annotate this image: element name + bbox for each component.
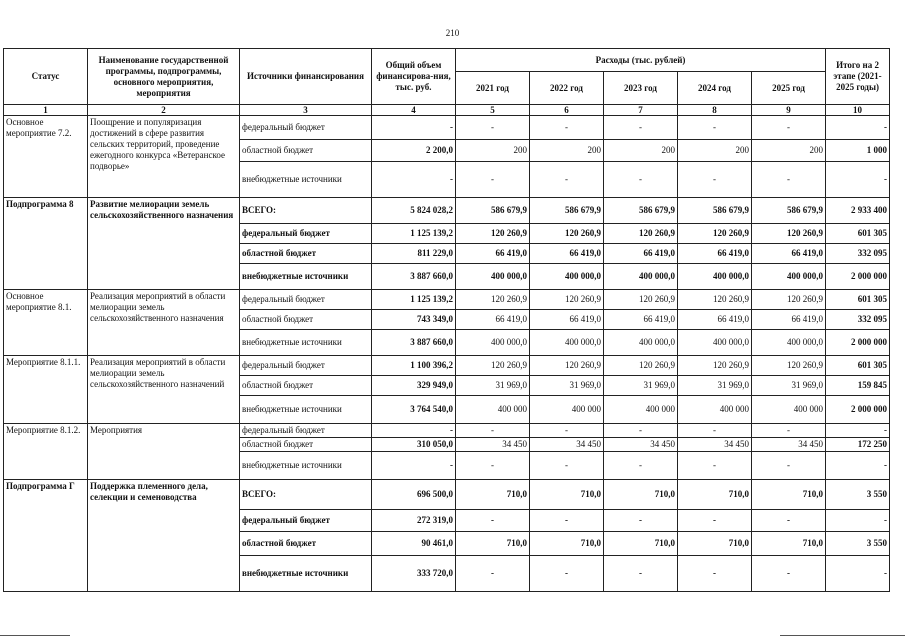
year-value-cell: 400 000,0 bbox=[530, 330, 604, 356]
table-row bbox=[4, 290, 890, 310]
year-value-cell: - bbox=[604, 452, 678, 480]
stage-total-cell: 2 000 000 bbox=[826, 396, 890, 424]
year-value-cell: 710,0 bbox=[530, 480, 604, 510]
year-value-cell: - bbox=[456, 424, 530, 438]
year-value-cell: - bbox=[752, 556, 826, 592]
status-cell: Подпрограмма Г bbox=[4, 480, 88, 592]
source-cell: внебюджетные источники bbox=[240, 264, 372, 290]
header-total: Общий объем финансирова-ния, тыс. руб. bbox=[372, 49, 456, 105]
year-value-cell: - bbox=[752, 116, 826, 140]
year-value-cell: 586 679,9 bbox=[604, 198, 678, 224]
stage-total-cell: 3 550 bbox=[826, 532, 890, 556]
year-value-cell: 34 450 bbox=[530, 438, 604, 452]
year-value-cell: 400 000,0 bbox=[604, 330, 678, 356]
stage-total-cell: - bbox=[826, 424, 890, 438]
program-name-cell: Поощрение и популяризация достижений в сфере развития сельских территорий, проведение ежегодного конкурса «Ветеранское подворье» bbox=[88, 116, 240, 198]
source-cell: областной бюджет bbox=[240, 376, 372, 396]
total-cell: 3 764 540,0 bbox=[372, 396, 456, 424]
source-cell: ВСЕГО: bbox=[240, 198, 372, 224]
header-year: 2022 год bbox=[530, 72, 604, 105]
source-cell: федеральный бюджет bbox=[240, 510, 372, 532]
year-value-cell: 200 bbox=[530, 140, 604, 162]
year-value-cell: 66 419,0 bbox=[456, 244, 530, 264]
year-value-cell: 34 450 bbox=[604, 438, 678, 452]
year-value-cell: 200 bbox=[678, 140, 752, 162]
header-year: 2025 год bbox=[752, 72, 826, 105]
total-cell: 310 050,0 bbox=[372, 438, 456, 452]
year-value-cell: - bbox=[752, 452, 826, 480]
year-value-cell: 710,0 bbox=[456, 532, 530, 556]
status-cell: Мероприятие 8.1.2. bbox=[4, 424, 88, 480]
program-name-cell: Реализация мероприятий в области мелиорации земель сельскохозяйственного назначения bbox=[88, 290, 240, 356]
year-value-cell: 31 969,0 bbox=[530, 376, 604, 396]
source-cell: федеральный бюджет bbox=[240, 116, 372, 140]
stage-total-cell: - bbox=[826, 162, 890, 198]
column-number: 8 bbox=[678, 105, 752, 116]
year-value-cell: 66 419,0 bbox=[678, 244, 752, 264]
header-sources: Источники финансирования bbox=[240, 49, 372, 105]
header-stage-total: Итого на 2 этапе (2021-2025 годы) bbox=[826, 49, 890, 105]
column-number: 2 bbox=[88, 105, 240, 116]
year-value-cell: - bbox=[456, 116, 530, 140]
stage-total-cell: 2 000 000 bbox=[826, 264, 890, 290]
column-number: 1 bbox=[4, 105, 88, 116]
year-value-cell: 400 000 bbox=[678, 396, 752, 424]
year-value-cell: 586 679,9 bbox=[752, 198, 826, 224]
source-cell: внебюджетные источники bbox=[240, 396, 372, 424]
total-cell: - bbox=[372, 116, 456, 140]
source-cell: областной бюджет bbox=[240, 532, 372, 556]
year-value-cell: 710,0 bbox=[604, 532, 678, 556]
header-year: 2021 год bbox=[456, 72, 530, 105]
stage-total-cell: 159 845 bbox=[826, 376, 890, 396]
stage-total-cell: - bbox=[826, 116, 890, 140]
bottom-rule bbox=[780, 635, 905, 636]
year-value-cell: - bbox=[530, 510, 604, 532]
year-value-cell: - bbox=[530, 424, 604, 438]
year-value-cell: 34 450 bbox=[678, 438, 752, 452]
year-value-cell: 120 260,9 bbox=[604, 290, 678, 310]
total-cell: 90 461,0 bbox=[372, 532, 456, 556]
source-cell: областной бюджет bbox=[240, 140, 372, 162]
table-row bbox=[4, 116, 890, 140]
total-cell: 1 100 396,2 bbox=[372, 356, 456, 376]
status-cell: Основное мероприятие 8.1. bbox=[4, 290, 88, 356]
year-value-cell: - bbox=[752, 424, 826, 438]
year-value-cell: 66 419,0 bbox=[530, 310, 604, 330]
total-cell: 272 319,0 bbox=[372, 510, 456, 532]
year-value-cell: 120 260,9 bbox=[530, 224, 604, 244]
year-value-cell: 31 969,0 bbox=[752, 376, 826, 396]
year-value-cell: 400 000 bbox=[604, 396, 678, 424]
year-value-cell: 200 bbox=[604, 140, 678, 162]
year-value-cell: - bbox=[456, 452, 530, 480]
total-cell: 333 720,0 bbox=[372, 556, 456, 592]
year-value-cell: 400 000 bbox=[530, 396, 604, 424]
program-name-cell: Реализация мероприятий в области мелиорации земель сельскохозяйственного назначений bbox=[88, 356, 240, 424]
year-value-cell: 400 000,0 bbox=[456, 264, 530, 290]
stage-total-cell: 3 550 bbox=[826, 480, 890, 510]
year-value-cell: - bbox=[530, 116, 604, 140]
table-row bbox=[4, 198, 890, 224]
stage-total-cell: 2 000 000 bbox=[826, 330, 890, 356]
year-value-cell: 120 260,9 bbox=[752, 224, 826, 244]
year-value-cell: - bbox=[604, 556, 678, 592]
header-status: Статус bbox=[4, 49, 88, 105]
year-value-cell: 34 450 bbox=[456, 438, 530, 452]
year-value-cell: 710,0 bbox=[678, 480, 752, 510]
year-value-cell: 66 419,0 bbox=[604, 310, 678, 330]
total-cell: 329 949,0 bbox=[372, 376, 456, 396]
year-value-cell: 586 679,9 bbox=[678, 198, 752, 224]
source-cell: федеральный бюджет bbox=[240, 424, 372, 438]
year-value-cell: 120 260,9 bbox=[456, 224, 530, 244]
stage-total-cell: 601 305 bbox=[826, 356, 890, 376]
year-value-cell: 400 000,0 bbox=[678, 330, 752, 356]
column-number: 4 bbox=[372, 105, 456, 116]
year-value-cell: - bbox=[604, 510, 678, 532]
total-cell: 811 229,0 bbox=[372, 244, 456, 264]
header-program: Наименование государственной программы, подпрограммы, основного мероприятия, мероприятия bbox=[88, 49, 240, 105]
year-value-cell: 31 969,0 bbox=[456, 376, 530, 396]
year-value-cell: 120 260,9 bbox=[530, 290, 604, 310]
stage-total-cell: - bbox=[826, 556, 890, 592]
year-value-cell: 120 260,9 bbox=[678, 290, 752, 310]
program-name-cell: Мероприятия bbox=[88, 424, 240, 480]
source-cell: внебюджетные источники bbox=[240, 330, 372, 356]
year-value-cell: - bbox=[678, 424, 752, 438]
year-value-cell: 120 260,9 bbox=[456, 356, 530, 376]
source-cell: ВСЕГО: bbox=[240, 480, 372, 510]
header-year: 2023 год bbox=[604, 72, 678, 105]
source-cell: областной бюджет bbox=[240, 310, 372, 330]
program-name-cell: Поддержка племенного дела, селекции и семеноводства bbox=[88, 480, 240, 592]
status-cell: Подпрограмма 8 bbox=[4, 198, 88, 290]
status-cell: Мероприятие 8.1.1. bbox=[4, 356, 88, 424]
year-value-cell: - bbox=[456, 162, 530, 198]
stage-total-cell: - bbox=[826, 510, 890, 532]
year-value-cell: 710,0 bbox=[456, 480, 530, 510]
stage-total-cell: 2 933 400 bbox=[826, 198, 890, 224]
total-cell: - bbox=[372, 162, 456, 198]
year-value-cell: 400 000,0 bbox=[752, 330, 826, 356]
stage-total-cell: 332 095 bbox=[826, 310, 890, 330]
table-body bbox=[4, 116, 890, 592]
total-cell: 696 500,0 bbox=[372, 480, 456, 510]
column-number: 3 bbox=[240, 105, 372, 116]
year-value-cell: 200 bbox=[456, 140, 530, 162]
year-value-cell: - bbox=[530, 452, 604, 480]
status-cell: Основное мероприятие 7.2. bbox=[4, 116, 88, 198]
year-value-cell: 586 679,9 bbox=[530, 198, 604, 224]
year-value-cell: 66 419,0 bbox=[752, 244, 826, 264]
year-value-cell: 66 419,0 bbox=[604, 244, 678, 264]
year-value-cell: 66 419,0 bbox=[752, 310, 826, 330]
total-cell: 3 887 660,0 bbox=[372, 264, 456, 290]
stage-total-cell: 332 095 bbox=[826, 244, 890, 264]
year-value-cell: 120 260,9 bbox=[604, 224, 678, 244]
year-value-cell: 120 260,9 bbox=[604, 356, 678, 376]
table-row bbox=[4, 424, 890, 438]
year-value-cell: 31 969,0 bbox=[604, 376, 678, 396]
year-value-cell: 120 260,9 bbox=[678, 356, 752, 376]
year-value-cell: 66 419,0 bbox=[456, 310, 530, 330]
year-value-cell: 34 450 bbox=[752, 438, 826, 452]
year-value-cell: 120 260,9 bbox=[456, 290, 530, 310]
year-value-cell: 586 679,9 bbox=[456, 198, 530, 224]
stage-total-cell: 172 250 bbox=[826, 438, 890, 452]
column-number: 9 bbox=[752, 105, 826, 116]
source-cell: федеральный бюджет bbox=[240, 356, 372, 376]
stage-total-cell: - bbox=[826, 452, 890, 480]
column-number: 7 bbox=[604, 105, 678, 116]
year-value-cell: 400 000 bbox=[752, 396, 826, 424]
total-cell: - bbox=[372, 452, 456, 480]
total-cell: 2 200,0 bbox=[372, 140, 456, 162]
total-cell: 5 824 028,2 bbox=[372, 198, 456, 224]
year-value-cell: 710,0 bbox=[752, 532, 826, 556]
year-value-cell: 710,0 bbox=[752, 480, 826, 510]
year-value-cell: 710,0 bbox=[604, 480, 678, 510]
year-value-cell: - bbox=[604, 162, 678, 198]
table-row bbox=[4, 356, 890, 376]
source-cell: областной бюджет bbox=[240, 244, 372, 264]
year-value-cell: - bbox=[530, 556, 604, 592]
source-cell: областной бюджет bbox=[240, 438, 372, 452]
year-value-cell: 120 260,9 bbox=[678, 224, 752, 244]
total-cell: 743 349,0 bbox=[372, 310, 456, 330]
year-value-cell: 200 bbox=[752, 140, 826, 162]
year-value-cell: 120 260,9 bbox=[752, 290, 826, 310]
year-value-cell: - bbox=[604, 424, 678, 438]
year-value-cell: 400 000,0 bbox=[604, 264, 678, 290]
total-cell: 1 125 139,2 bbox=[372, 290, 456, 310]
total-cell: 1 125 139,2 bbox=[372, 224, 456, 244]
column-number: 10 bbox=[826, 105, 890, 116]
year-value-cell: 400 000 bbox=[456, 396, 530, 424]
year-value-cell: 66 419,0 bbox=[678, 310, 752, 330]
source-cell: внебюджетные источники bbox=[240, 556, 372, 592]
year-value-cell: - bbox=[456, 510, 530, 532]
year-value-cell: - bbox=[604, 116, 678, 140]
stage-total-cell: 601 305 bbox=[826, 224, 890, 244]
column-number: 5 bbox=[456, 105, 530, 116]
year-value-cell: 710,0 bbox=[530, 532, 604, 556]
stage-total-cell: 601 305 bbox=[826, 290, 890, 310]
year-value-cell: - bbox=[530, 162, 604, 198]
year-value-cell: 710,0 bbox=[678, 532, 752, 556]
stage-total-cell: 1 000 bbox=[826, 140, 890, 162]
year-value-cell: - bbox=[678, 556, 752, 592]
column-number: 6 bbox=[530, 105, 604, 116]
year-value-cell: 400 000,0 bbox=[456, 330, 530, 356]
total-cell: - bbox=[372, 424, 456, 438]
header-year: 2024 год bbox=[678, 72, 752, 105]
year-value-cell: 400 000,0 bbox=[678, 264, 752, 290]
year-value-cell: 31 969,0 bbox=[678, 376, 752, 396]
table-row bbox=[4, 480, 890, 510]
year-value-cell: - bbox=[678, 116, 752, 140]
year-value-cell: - bbox=[678, 510, 752, 532]
year-value-cell: - bbox=[752, 510, 826, 532]
year-value-cell: - bbox=[678, 452, 752, 480]
source-cell: внебюджетные источники bbox=[240, 162, 372, 198]
header-expenses: Расходы (тыс. рублей) bbox=[456, 49, 826, 72]
financing-table bbox=[3, 48, 890, 592]
source-cell: федеральный бюджет bbox=[240, 224, 372, 244]
year-value-cell: 400 000,0 bbox=[530, 264, 604, 290]
bottom-rule bbox=[0, 635, 70, 636]
table-header bbox=[4, 49, 890, 116]
year-value-cell: 120 260,9 bbox=[752, 356, 826, 376]
total-cell: 3 887 660,0 bbox=[372, 330, 456, 356]
year-value-cell: - bbox=[752, 162, 826, 198]
page-number: 210 bbox=[445, 28, 460, 38]
year-value-cell: 66 419,0 bbox=[530, 244, 604, 264]
year-value-cell: 120 260,9 bbox=[530, 356, 604, 376]
year-value-cell: - bbox=[456, 556, 530, 592]
source-cell: федеральный бюджет bbox=[240, 290, 372, 310]
source-cell: внебюджетные источники bbox=[240, 452, 372, 480]
year-value-cell: - bbox=[678, 162, 752, 198]
year-value-cell: 400 000,0 bbox=[752, 264, 826, 290]
program-name-cell: Развитие мелиорации земель сельскохозяйственного назначения bbox=[88, 198, 240, 290]
